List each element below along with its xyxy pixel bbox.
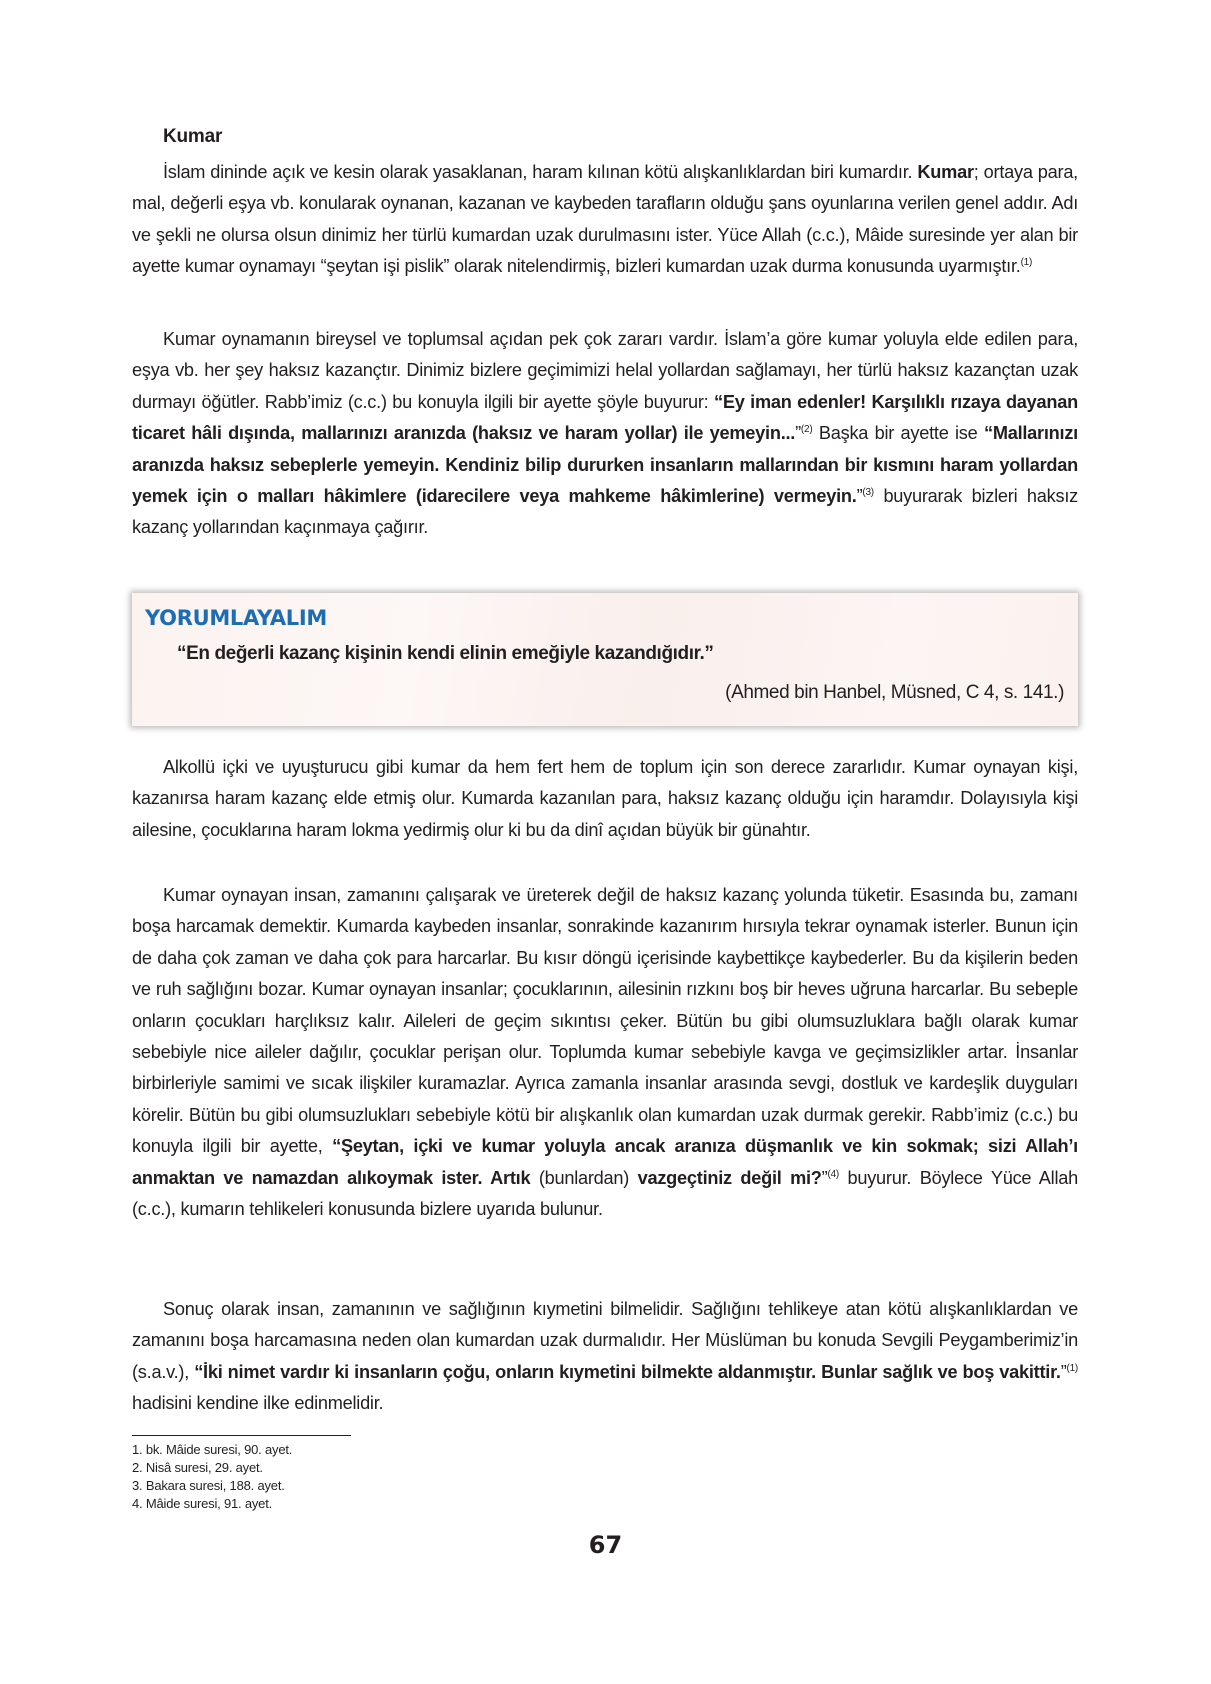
quote-verse: “Ey iman edenler! Karşılıklı rızaya dayanan ticaret hâli dışında, mallarınızı aranızda (haksız ve haram yollar) ile yemeyin... xyxy=(132,391,1078,444)
callout-quote: “En değerli kazanç kişinin kendi elinin emeğiyle kazandığıdır.” xyxy=(177,643,714,664)
quote-verse: “Şeytan, içki ve kumar yoluyla ancak aranıza düşmanlık ve kin sokmak; sizi Allah’ı anmaktan ve namazdan alıkoymak ister. Artık xyxy=(132,1136,1078,1188)
footnote-item: 3. Bakara suresi, 188. ayet. xyxy=(132,1478,285,1493)
callout-source: (Ahmed bin Hanbel, Müsned, C 4, s. 141.) xyxy=(725,682,1064,703)
paragraph-1: İslam dininde açık ve kesin olarak yasaklanan, haram kılınan kötü alışkanlıklardan biri kumardır. Kumar; ortaya para, mal, değerli eşya vb. konularak oynanan, kazanan ve kaybeden tarafların olduğu şans oyunlarına verilen genel addır. Adı ve şekli ne olursa olsun dinimiz her türlü kumardan uzak durulmasını ister. Yüce Allah (c.c.), Mâide suresinde yer alan bir ayette kumar oynamayı “şeytan işi pislik” olarak nitelendirmiş, bizleri kumardan uzak durma konusunda uyarmıştır.$^{(1)}$ xyxy=(132,162,1078,277)
footnote-ref: (4) xyxy=(827,1168,839,1180)
paragraph-2: Kumar oynamanın bireysel ve toplumsal açıdan pek çok zararı vardır. İslam’a göre kumar yoluyla elde edilen para, eşya vb. her şey haksız kazançtır. Dinimiz bizlere geçimimizi helal yollardan sağlamayı, her türlü haksız kazançtan uzak durmayı öğütler. Rabb’imiz (c.c.) bu konuyla ilgili bir ayette şöyle buyurur: “Ey iman edenler! Karşılıklı rızaya dayanan ticaret hâli dışında, mallarınızı aranızda (haksız ve haram yollar) ile yemeyin...”$^{(2)}$ Başka bir ayette ise “Mallarınızı aranızda haksız sebeplerle yemeyin. Kendiniz bilip dururken insanların mallarından bir kısmını haram yollardan yemek için o malları hâkimlere (idarecilere veya mahkeme hâkimlerine) vermeyin.”$^{(3)}$ buyurarak bizleri haksız kazanç yollarından kaçınmaya çağırır. xyxy=(132,329,1078,538)
quote-verse: “Mallarınızı aranızda haksız sebeplerle yemeyin. Kendiniz bilip dururken insanların mallarından bir kısmını haram yollardan yemek için o malları hâkimlere (idarecilere veya mahkeme hâkimlerine) vermeyin. xyxy=(132,423,1078,507)
callout-box xyxy=(132,593,1078,726)
footnote-ref: (1) xyxy=(1020,257,1033,269)
quote-verse: vazgeçtiniz değil mi? xyxy=(637,1167,822,1188)
page-number: 67 xyxy=(588,1531,623,1559)
footnote-item: 4. Mâide suresi, 91. ayet. xyxy=(132,1496,273,1511)
footnotes xyxy=(132,1441,292,1513)
paragraph-3: Alkollü içki ve uyuşturucu gibi kumar da hem fert hem de toplum için son derece zararlıdır. Kumar oynayan kişi, kazanırsa haram kazanç elde etmiş olur. Kumarda kazanılan para, haksız kazanç olduğu için haramdır. Dolayısıyla kişi ailesine, çocuklarına haram lokma yedirmiş olur ki bu da dinî açıdan büyük bir günahtır. xyxy=(132,757,1078,840)
callout-title: YORUMLAYALIM xyxy=(145,606,327,630)
footnote-item: 1. bk. Mâide suresi, 90. ayet. xyxy=(132,1442,293,1457)
section-heading: Kumar xyxy=(163,126,223,147)
footnote-ref: (2) xyxy=(800,424,813,436)
footnote-divider xyxy=(132,1435,351,1436)
paragraph-4: Kumar oynayan insan, zamanını çalışarak ve üreterek değil de haksız kazanç yolunda tüketir. Esasında bu, zamanı boşa harcamak demektir. Kumarda kaybeden insanlar, sonrakinde kazanırım hırsıyla tekrar oynamak isterler. Bunun için de daha çok zaman ve daha çok para harcarlar. Bu kısır döngü içerisinde kaybettikçe kaybederler. Bu da kişilerin beden ve ruh sağlığını bozar. Kumar oynayan insanlar; çocuklarının, ailesinin rızkını boş bir heves uğruna harcarlar. Bu sebeple onların çocukları harçlıksız kalır. Aileleri de geçim sıkıntısı çeker. Bütün bu gibi olumsuzluklara bağlı olarak kumar sebebiyle nice aileler dağılır, çocuklar perişan olur. Toplumda kumar sebebiyle kavga ve geçimsizlikler artar. İnsanlar birbirleriyle samimi ve sıcak ilişkiler kuramazlar. Ayrıca zamanla insanlar arasında sevgi, dostluk ve kardeşlik duyguları körelir. Bütün bu gibi olumsuzlukları sebebiyle kötü bir alışkanlık olan kumardan uzak durmak gerekir. Rabb’imiz (c.c.) bu konuyla ilgili bir ayette, “Şeytan, içki ve kumar yoluyla ancak aranıza düşmanlık ve kin sokmak; sizi Allah’ı anmaktan ve namazdan alıkoymak ister. Artık (bunlardan) vazgeçtiniz değil mi?”$^{(4)}$ buyurur. Böylece Yüce Allah (c.c.), kumarın tehlikeleri konusunda bizlere uyarıda bulunur. xyxy=(132,885,1078,1220)
footnote-item: 2. Nisâ suresi, 29. ayet. xyxy=(132,1460,263,1475)
footnote-ref: (1) xyxy=(1066,1362,1078,1374)
footnote-ref: (3) xyxy=(862,487,874,499)
quote-hadith: “İki nimet vardır ki insanların çoğu, onların kıymetini bilmekte aldanmıştır. Bunlar sağlık ve boş vakittir. xyxy=(194,1361,1061,1382)
paragraph-5: Sonuç olarak insan, zamanının ve sağlığının kıymetini bilmelidir. Sağlığını tehlikeye atan kötü alışkanlıklardan ve zamanını boşa harcamasına neden olan kumardan uzak durmalıdır. Her Müslüman bu konuda Sevgili Peygamberimiz’in (s.a.v.), “İki nimet vardır ki insanların çoğu, onların kıymetini bilmekte aldanmıştır. Bunlar sağlık ve boş vakittir.”$^{(1)}$ hadisini kendine ilke edinmelidir. xyxy=(132,1299,1078,1414)
